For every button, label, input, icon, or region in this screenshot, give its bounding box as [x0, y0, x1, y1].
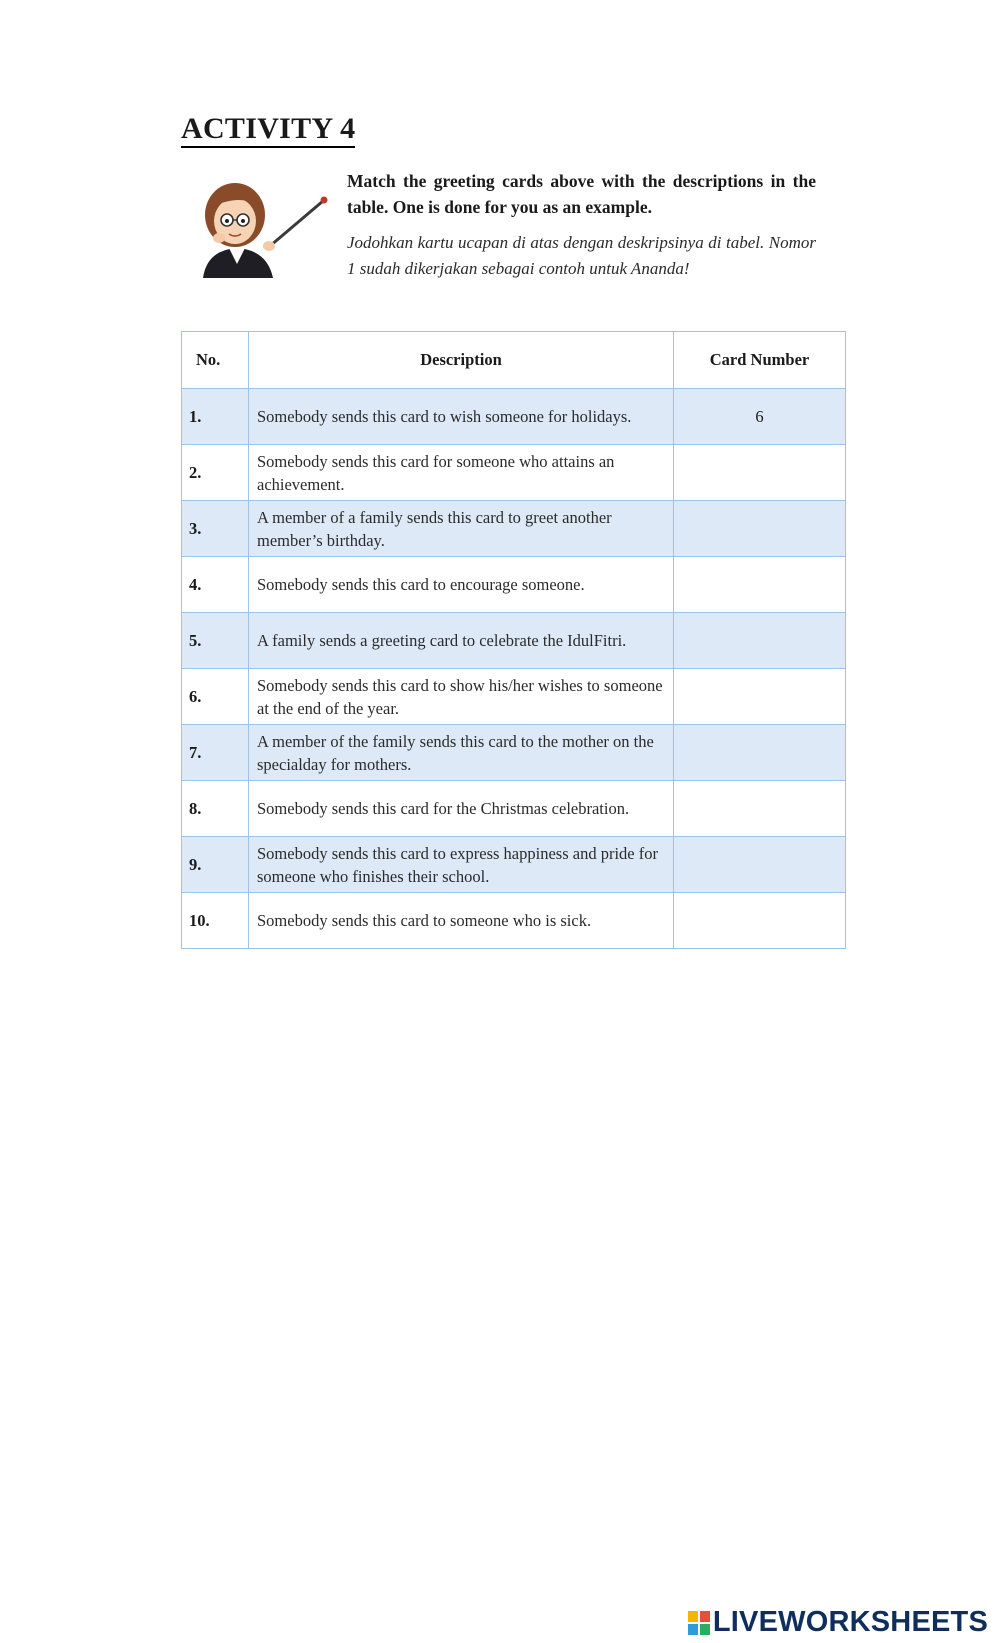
table-header-row: [182, 332, 846, 389]
row-number: 6.: [182, 669, 249, 725]
card-number-cell: [674, 837, 846, 893]
card-number-example: 6: [674, 389, 846, 445]
table-row: [182, 893, 846, 949]
instructions-english: Match the greeting cards above with the descriptions in the table. One is done for you as an example.: [347, 171, 816, 217]
table-row: [182, 781, 846, 837]
table-row: [182, 613, 846, 669]
card-number-input[interactable]: [698, 630, 822, 652]
row-number: 1.: [182, 389, 249, 445]
card-number-input[interactable]: [698, 854, 822, 876]
header-card-number: Card Number: [674, 332, 846, 389]
card-number-input[interactable]: [698, 462, 822, 484]
table-row: [182, 501, 846, 557]
row-description: Somebody sends this card for the Christmas celebration.: [249, 781, 674, 837]
row-description: Somebody sends this card to show his/her wishes to someone at the end of the year.: [249, 669, 674, 725]
card-number-cell: [674, 557, 846, 613]
row-number: 9.: [182, 837, 249, 893]
card-number-cell: [674, 781, 846, 837]
row-number: 3.: [182, 501, 249, 557]
row-number: 8.: [182, 781, 249, 837]
table-row: [182, 389, 846, 445]
table-row: [182, 725, 846, 781]
header-no: No.: [182, 332, 249, 389]
card-number-cell: [674, 669, 846, 725]
row-number: 10.: [182, 893, 249, 949]
row-number: 2.: [182, 445, 249, 501]
row-description: Somebody sends this card to wish someone for holidays.: [249, 389, 674, 445]
card-number-input[interactable]: [698, 518, 822, 540]
table-row: [182, 669, 846, 725]
card-number-input[interactable]: [698, 574, 822, 596]
liveworksheets-logo-icon: [688, 1611, 710, 1635]
card-number-cell: [674, 613, 846, 669]
card-number-input[interactable]: [698, 798, 822, 820]
header-description: Description: [249, 332, 674, 389]
row-number: 5.: [182, 613, 249, 669]
card-number-input[interactable]: [698, 910, 822, 932]
table-row: [182, 445, 846, 501]
row-description: Somebody sends this card to encourage someone.: [249, 557, 674, 613]
liveworksheets-logo[interactable]: [688, 1606, 988, 1639]
teacher-with-pointer-icon: [185, 168, 335, 293]
row-number: 4.: [182, 557, 249, 613]
card-number-input[interactable]: [698, 686, 822, 708]
row-description: Somebody sends this card to express happiness and pride for someone who finishes their school.: [249, 837, 674, 893]
card-number-cell: [674, 501, 846, 557]
row-description: Somebody sends this card for someone who attains an achievement.: [249, 445, 674, 501]
instructions-indonesian: Jodohkan kartu ucapan di atas dengan deskripsinya di tabel. Nomor 1 sudah dikerjakan sebagai contoh untuk Ananda!: [347, 233, 816, 278]
activity-title: ACTIVITY 4: [181, 112, 355, 148]
logo-text: LIVEWORKSHEETS: [712, 1606, 988, 1638]
matching-table: [181, 331, 846, 949]
row-description: A member of the family sends this card to the mother on the specialday for mothers.: [249, 725, 674, 781]
card-number-cell: [674, 725, 846, 781]
row-description: Somebody sends this card to someone who is sick.: [249, 893, 674, 949]
row-description: A family sends a greeting card to celebrate the IdulFitri.: [249, 613, 674, 669]
row-description: A member of a family sends this card to greet another member’s birthday.: [249, 501, 674, 557]
row-number: 7.: [182, 725, 249, 781]
card-number-cell: [674, 445, 846, 501]
table-row: [182, 837, 846, 893]
card-number-input[interactable]: [698, 742, 822, 764]
card-number-cell: [674, 893, 846, 949]
table-row: [182, 557, 846, 613]
